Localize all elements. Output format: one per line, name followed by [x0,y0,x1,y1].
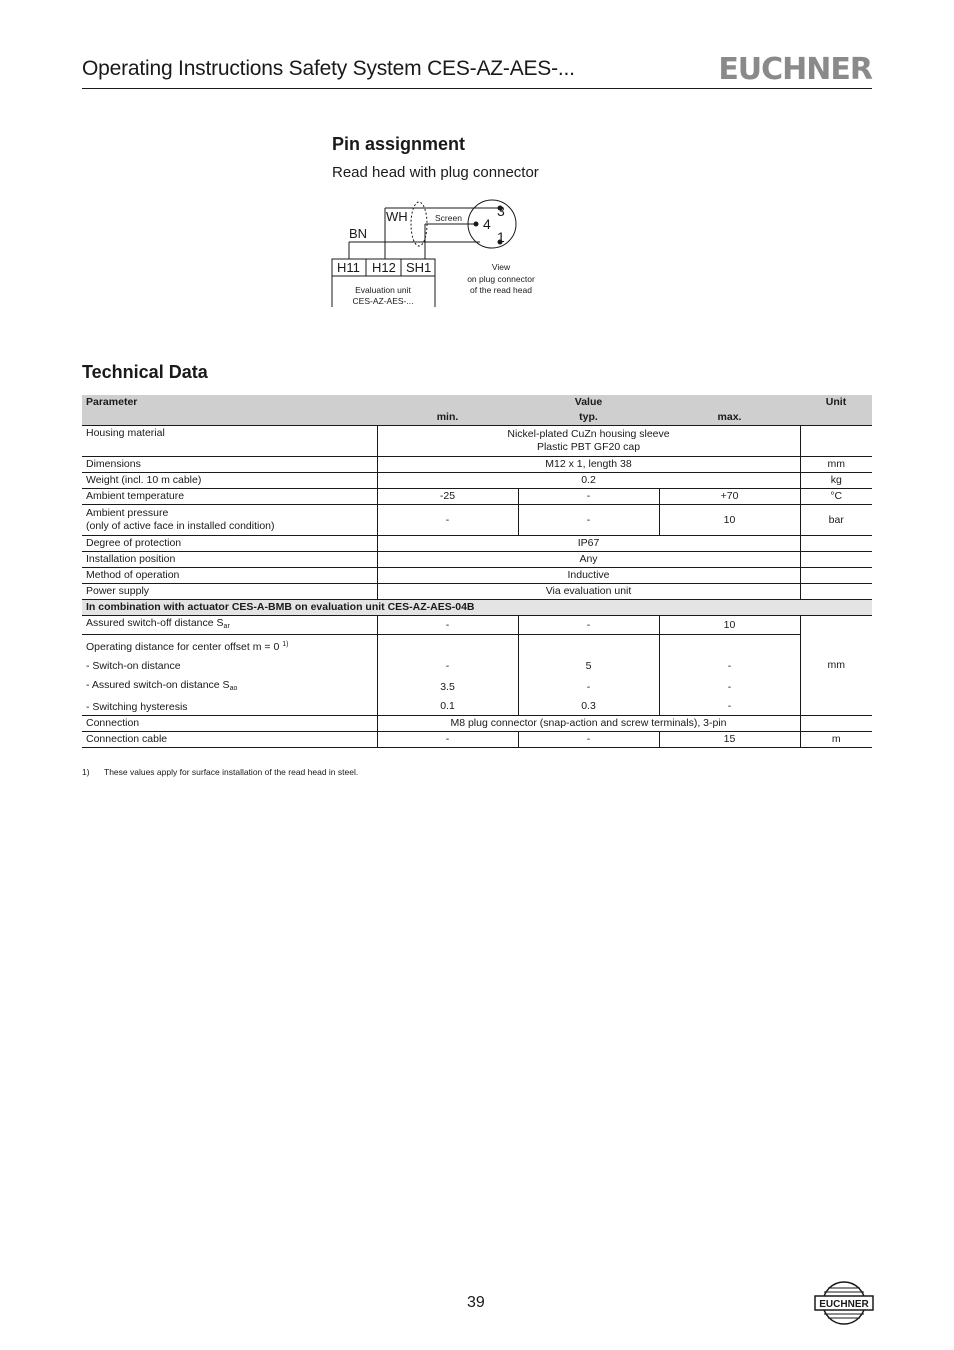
row-max: +70 [659,489,800,505]
row-param: - Assured switch-on distance S [86,679,230,691]
footer-logo-text: EUCHNER [819,1299,869,1310]
terminal-sh1-label: SH1 [406,260,432,275]
table-row [82,552,872,568]
wire-wh-label: WH [386,209,408,224]
footnote-ref: 1) [282,641,289,648]
row-min: -25 [377,489,518,505]
header-unit: Unit [800,395,872,410]
page-number: 39 [467,1294,485,1311]
row-typ: - [518,489,659,505]
row-unit: kg [800,473,872,489]
row-value: Any [377,552,800,568]
screen-label: Screen [435,213,462,223]
distance-unit: mm [800,616,872,716]
table-row [82,473,872,489]
table-row [82,536,872,552]
row-unit [800,584,872,600]
view-label-line2: on plug connector [467,274,535,284]
eval-unit-label-line2: CES-AZ-AES-... [352,296,414,306]
row-max: 10 [659,616,800,635]
wire-bn-label: BN [349,226,368,241]
row-unit: m [800,732,872,748]
row-value: Inductive [377,568,800,584]
row-param: Ambient temperature [82,489,377,505]
view-label-line3: of the read head [470,285,532,295]
row-max: 10 [659,505,800,536]
row-min: - [377,505,518,536]
table-subheader-row [82,410,872,426]
row-typ: - [518,732,659,748]
footnote-mark: 1) [82,767,90,777]
row-max: - [659,698,800,716]
row-param-note: (only of active face in installed condition) [86,520,275,532]
row-value: Via evaluation unit [377,584,800,600]
row-min: 0.1 [377,698,518,716]
row-param: Assured switch-off distance S [86,617,224,629]
euchner-logo: EUCHNER [718,52,872,87]
page-header [82,52,872,89]
row-param: Weight (incl. 10 m cable) [82,473,377,489]
document-title: Operating Instructions Safety System CES-AZ-AES-... [82,57,575,80]
table-row [82,635,872,658]
row-param: Connection cable [82,732,377,748]
row-max: - [659,657,800,676]
pin-1-label: 1 [497,229,505,245]
header-value: Value [377,395,800,410]
footnote [82,767,358,777]
row-unit [800,536,872,552]
pin-4-label: 4 [483,216,491,232]
row-unit [800,426,872,457]
table-row [82,676,872,698]
row-param-subscript: ar [223,623,230,630]
section-label: In combination with actuator CES-A-BMB on evaluation unit CES-AZ-AES-04B [82,600,872,616]
table-row [82,716,872,732]
table-section-row [82,600,872,616]
row-min: - [377,616,518,635]
row-param: Connection [82,716,377,732]
table-row [82,732,872,748]
row-min: - [377,657,518,676]
table-row [82,584,872,600]
row-unit: °C [800,489,872,505]
table-row [82,426,872,457]
row-param: Housing material [82,426,377,457]
pin-assignment-heading: Pin assignment [332,134,466,154]
header-max: max. [659,410,800,426]
row-param: Dimensions [82,457,377,473]
row-max: 15 [659,732,800,748]
row-value: IP67 [377,536,800,552]
table-row [82,489,872,505]
row-value: Plastic PBT GF20 cap [536,441,641,453]
row-param: - Switching hysteresis [82,698,377,716]
row-unit [800,568,872,584]
row-typ: - [518,676,659,698]
row-unit [800,716,872,732]
row-param: Ambient pressure [86,507,169,519]
row-unit: mm [800,457,872,473]
row-min: 3.5 [377,676,518,698]
row-typ: 0.3 [518,698,659,716]
row-param: - Switch-on distance [86,660,181,672]
table-row [82,457,872,473]
view-label-line1: View [491,262,511,272]
row-param: Method of operation [82,568,377,584]
pin-assignment-diagram [328,196,548,311]
pin-3-label: 3 [497,203,505,219]
euchner-footer-logo [814,1280,874,1326]
row-value: Nickel-plated CuZn housing sleeve [507,428,670,440]
row-typ: - [518,616,659,635]
technical-data-table [82,395,872,748]
row-value: M8 plug connector (snap-action and screw terminals), 3-pin [377,716,800,732]
header-typ: typ. [518,410,659,426]
row-typ: - [518,505,659,536]
table-row [82,616,872,635]
pin-assignment-subtitle: Read head with plug connector [332,164,539,181]
table-row [82,657,872,676]
row-unit: bar [800,505,872,536]
row-max: - [659,676,800,698]
table-row [82,505,872,536]
row-param: Installation position [82,552,377,568]
row-param: Operating distance for center offset m = 0 [86,641,280,653]
row-unit [800,552,872,568]
row-param-subscript: ao [229,685,238,692]
table-header-row [82,395,872,410]
row-typ: 5 [518,657,659,676]
technical-data-heading: Technical Data [82,362,208,382]
row-param: Degree of protection [82,536,377,552]
row-param: Power supply [82,584,377,600]
eval-unit-label-line1: Evaluation unit [355,285,411,295]
footnote-text: These values apply for surface installation of the read head in steel. [104,767,359,777]
row-min: - [377,732,518,748]
header-parameter: Parameter [82,395,377,410]
table-row [82,698,872,716]
row-value: 0.2 [377,473,800,489]
terminal-h11-label: H11 [337,260,360,275]
header-min: min. [377,410,518,426]
terminal-h12-label: H12 [372,260,396,275]
table-row [82,568,872,584]
row-value: M12 x 1, length 38 [377,457,800,473]
